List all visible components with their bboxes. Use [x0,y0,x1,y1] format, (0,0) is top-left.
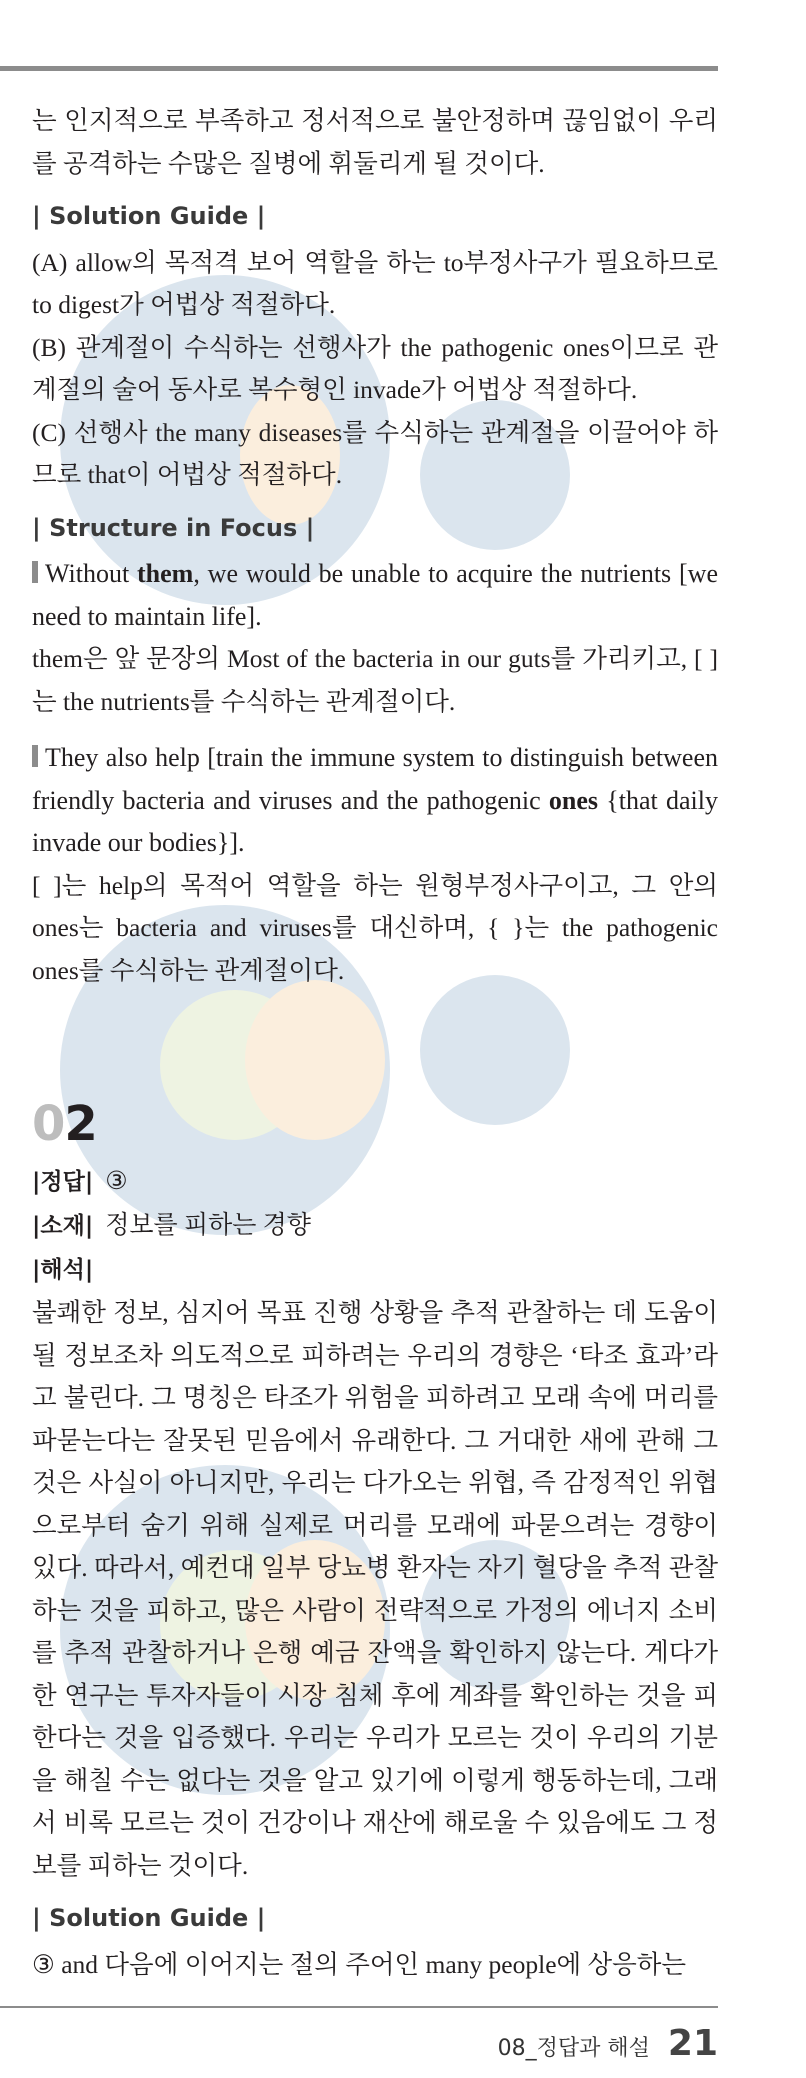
top-rule [0,66,718,71]
guide-item-c: (C) 선행사 the many diseases를 수식하는 관계절을 이끌어야 하므로 that이 어법상 적절하다. [32,417,718,489]
page-footer [498,2023,718,2064]
topic-value: 정보를 피하는 경향 [105,1212,311,1239]
translation-label-line: |해석| [32,1257,94,1283]
guide-item-3: ③ and 다음에 이어지는 절의 주어인 many people에 상응하는 [32,1949,687,1979]
question-number: 02 [32,1096,97,1152]
structure-explanation-2: [ ]는 help의 목적어 역할을 하는 원형부정사구이고, 그 안의 ones는 bacteria and viruses를 대신하며, { }는 the pathogenic ones를 수식하는 관계절이다. [32,870,718,985]
translation-text: 불쾌한 정보, 심지어 목표 진행 상황을 추적 관찰하는 데 도움이 될 정보조차 의도적으로 피하려는 우리의 경향은 ‘타조 효과’라고 불린다. 그 명칭은 타조가 위험을 피하려고 모래 속에 머리를 파묻는다는 잘못된 믿음에서 유래한다. 그 거대한 새에 관해 그것은 사실이 아니지만, 우리는 다가오는 위협, 즉 감정적인 위협으로부터 숨기 위해 실제로 머리를 모래에 파묻으려는 경향이 있다. 따라서, 예컨대 일부 당뇨병 환자는 자기 혈당을 추적 관찰하는 것을 피하고, 많은 사람이 전략적으로 가정의 에너지 소비를 추적 관찰하거나 은행 예금 잔액을 확인하지 않는다. 게다가 한 연구는 투자자들이 시장 침체 후에 계좌를 확인하는 것을 피한다는 것을 입증했다. 우리는 우리가 모르는 것이 우리의 기분을 해칠 수는 없다는 것을 알고 있기에 이렇게 행동하는데, 그래서 비록 모르는 것이 건강이나 재산에 해로울 수 있음에도 그 정보를 피하는 것이다. [32,1298,718,1880]
solution-guide-heading-2: | Solution Guide | [32,1904,266,1932]
page-number: 21 [667,2023,718,2064]
structure-heading: | Structure in Focus | [32,513,315,542]
page-content [32,100,718,1986]
sentence-marker [32,745,38,767]
footer-section-label: 08_정답과 해설 [497,2036,650,2061]
guide-item-a: (A) allow의 목적격 보어 역할을 하는 to부정사구가 필요하므로 to digest가 어법상 적절하다. [32,247,718,319]
answer-line: |정답| ③ [32,1168,128,1195]
guide-item-b: (B) 관계절이 수식하는 선행사가 the pathogenic ones이므로 관계절의 술어 동사로 복수형인 invade가 어법상 적절하다. [32,332,718,404]
sentence-marker [32,561,38,583]
translation-continuation: 는 인지적으로 부족하고 정서적으로 불안정하며 끊임없이 우리를 공격하는 수많은 질병에 휘둘리게 될 것이다. [32,106,718,178]
bottom-rule [0,2006,718,2008]
topic-line: |소재| 정보를 피하는 경향 [32,1212,311,1239]
structure-explanation-1: them은 앞 문장의 Most of the bacteria in our guts를 가리키고, [ ]는 the nutrients를 수식하는 관계절이다. [32,644,718,716]
answer-value: ③ [105,1168,128,1195]
structure-sentence-1: Without them, we would be unable to acquire the nutrients [we need to maintain life]. [32,559,718,631]
structure-sentence-2: They also help [train the immune system to distinguish between friendly bacteria and viruses and the pathogenic ones {that daily invade our bodies}]. [32,743,718,857]
solution-guide-heading: | Solution Guide | [32,202,266,230]
